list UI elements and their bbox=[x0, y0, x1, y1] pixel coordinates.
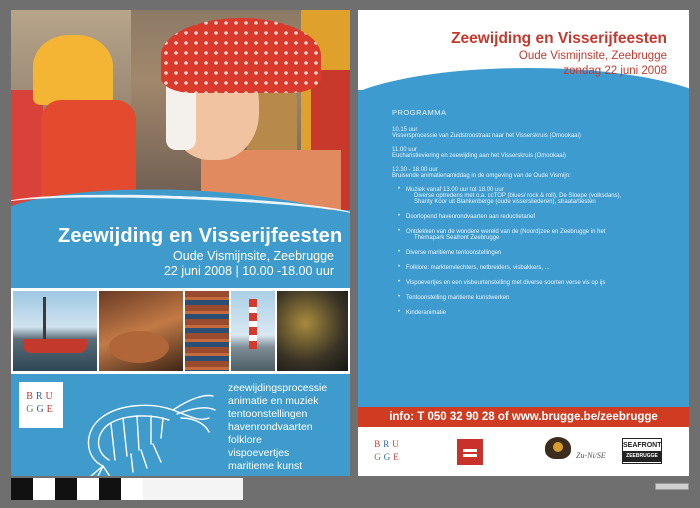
back-title: Zeewijding en Visserijfeesten bbox=[451, 30, 667, 47]
program-time: 10.15 uur bbox=[392, 127, 418, 133]
fishing-boat-photo bbox=[13, 291, 97, 371]
front-title: Zeewijding en Visserijfeesten bbox=[58, 225, 343, 247]
program-heading: PROGRAMMA bbox=[392, 108, 447, 117]
info-bar: info: T 050 32 90 28 of www.brugge.be/zeebrugge bbox=[358, 407, 689, 427]
seafront-logo bbox=[622, 438, 662, 464]
flyer-back bbox=[358, 10, 689, 476]
program-bullet: • Doorlopend havenrondvaarten aan reductietarief bbox=[400, 214, 682, 220]
program-bullet: • Ontdekken van de wondere wereld van de (Noord)zee en Zeebrugge in het bbox=[400, 229, 682, 235]
shrimp-illustration-icon bbox=[81, 388, 216, 476]
brugge-logo: BRU GGE bbox=[374, 439, 402, 462]
program-bullet-line: Themapark Seafront Zeebrugge bbox=[414, 235, 500, 241]
program-section bbox=[392, 108, 682, 325]
lighthouse-photo bbox=[231, 291, 275, 371]
cover-photo-girl-in-costume bbox=[11, 10, 350, 210]
program-bullet: • Muziek vanaf 13.00 uur tot 18.00 uur bbox=[400, 187, 682, 193]
program-bullet: • Vispoevertjes en een visbeurtenstelling met diverse soorten verse vis op ijs bbox=[400, 280, 682, 286]
program-desc: Bruisende animatienamiddag in de omgeving van de Oude Vismijn: bbox=[392, 173, 571, 179]
program-bullet: • Kinderanimatie bbox=[400, 310, 682, 316]
signature: Zu-Ni/SE bbox=[576, 451, 606, 460]
archive-tag bbox=[655, 483, 689, 490]
program-bullet-line: Diverse optredens met o.a. ccTOP (blues/ rock & roll), De Sloepe (volksdans), bbox=[414, 193, 622, 199]
seafront-logo-line1: SEAFRONT bbox=[623, 442, 662, 449]
bird-sponsor-logo-icon bbox=[545, 437, 571, 459]
program-time: 11.00 uur bbox=[392, 147, 417, 153]
program-bullet-line: Shanty Koor uit Blankenberge (oude vissersliederen), straatartiesten bbox=[414, 199, 596, 205]
activity-item: vispoevertjes bbox=[228, 447, 290, 459]
sponsor-logos bbox=[358, 427, 689, 476]
program-bullet: • Diverse maritieme tentoonstellingen bbox=[400, 250, 682, 256]
front-subtitle-location: Oude Vismijnsite, Zeebrugge bbox=[173, 249, 334, 263]
program-time: 12.30 - 18.00 uur bbox=[392, 167, 438, 173]
flyer-front bbox=[11, 10, 350, 476]
shrimp-basket-photo bbox=[99, 291, 183, 371]
program-bullet: • Folklore: marktenvlechters, netbreiders, visbakkers, ... bbox=[400, 265, 682, 271]
program-bullet-detail bbox=[414, 193, 682, 205]
activities-list bbox=[228, 382, 327, 473]
program-bullet-detail bbox=[414, 235, 682, 241]
activity-item: folklore bbox=[228, 434, 262, 446]
color-scale-bar bbox=[11, 478, 243, 500]
program-bullet: • Tentoonstelling maritieme kunstwerken bbox=[400, 295, 682, 301]
activity-item: animatie en muziek bbox=[228, 395, 319, 407]
red-sponsor-logo-icon bbox=[457, 439, 483, 465]
back-subtitle-location: Oude Vismijnsite, Zeebrugge bbox=[518, 50, 667, 62]
program-desc: Vissersprocessie van Zuidstroostraat naar het Visserskruis (Omookaai) bbox=[392, 133, 581, 139]
mussels-photo bbox=[277, 291, 348, 371]
back-subtitle-date: zondag 22 juni 2008 bbox=[563, 65, 667, 77]
program-desc: Eucharistieviering en zeewijding aan het Visserskruis (Omookaai) bbox=[392, 153, 566, 159]
photo-strip bbox=[11, 288, 350, 374]
ship-hull-photo bbox=[185, 291, 229, 371]
seafront-logo-line2: ZEEBRUGGE bbox=[623, 451, 661, 462]
activity-item: havenrondvaarten bbox=[228, 421, 313, 433]
activity-item: maritieme kunst bbox=[228, 460, 303, 472]
activity-item: zeewijdingsprocessie bbox=[228, 382, 328, 394]
brugge-logo: BRU GGE bbox=[19, 382, 63, 428]
activity-item: tentoonstellingen bbox=[228, 408, 308, 420]
front-subtitle-datetime: 22 juni 2008 | 10.00 -18.00 uur bbox=[163, 264, 334, 278]
